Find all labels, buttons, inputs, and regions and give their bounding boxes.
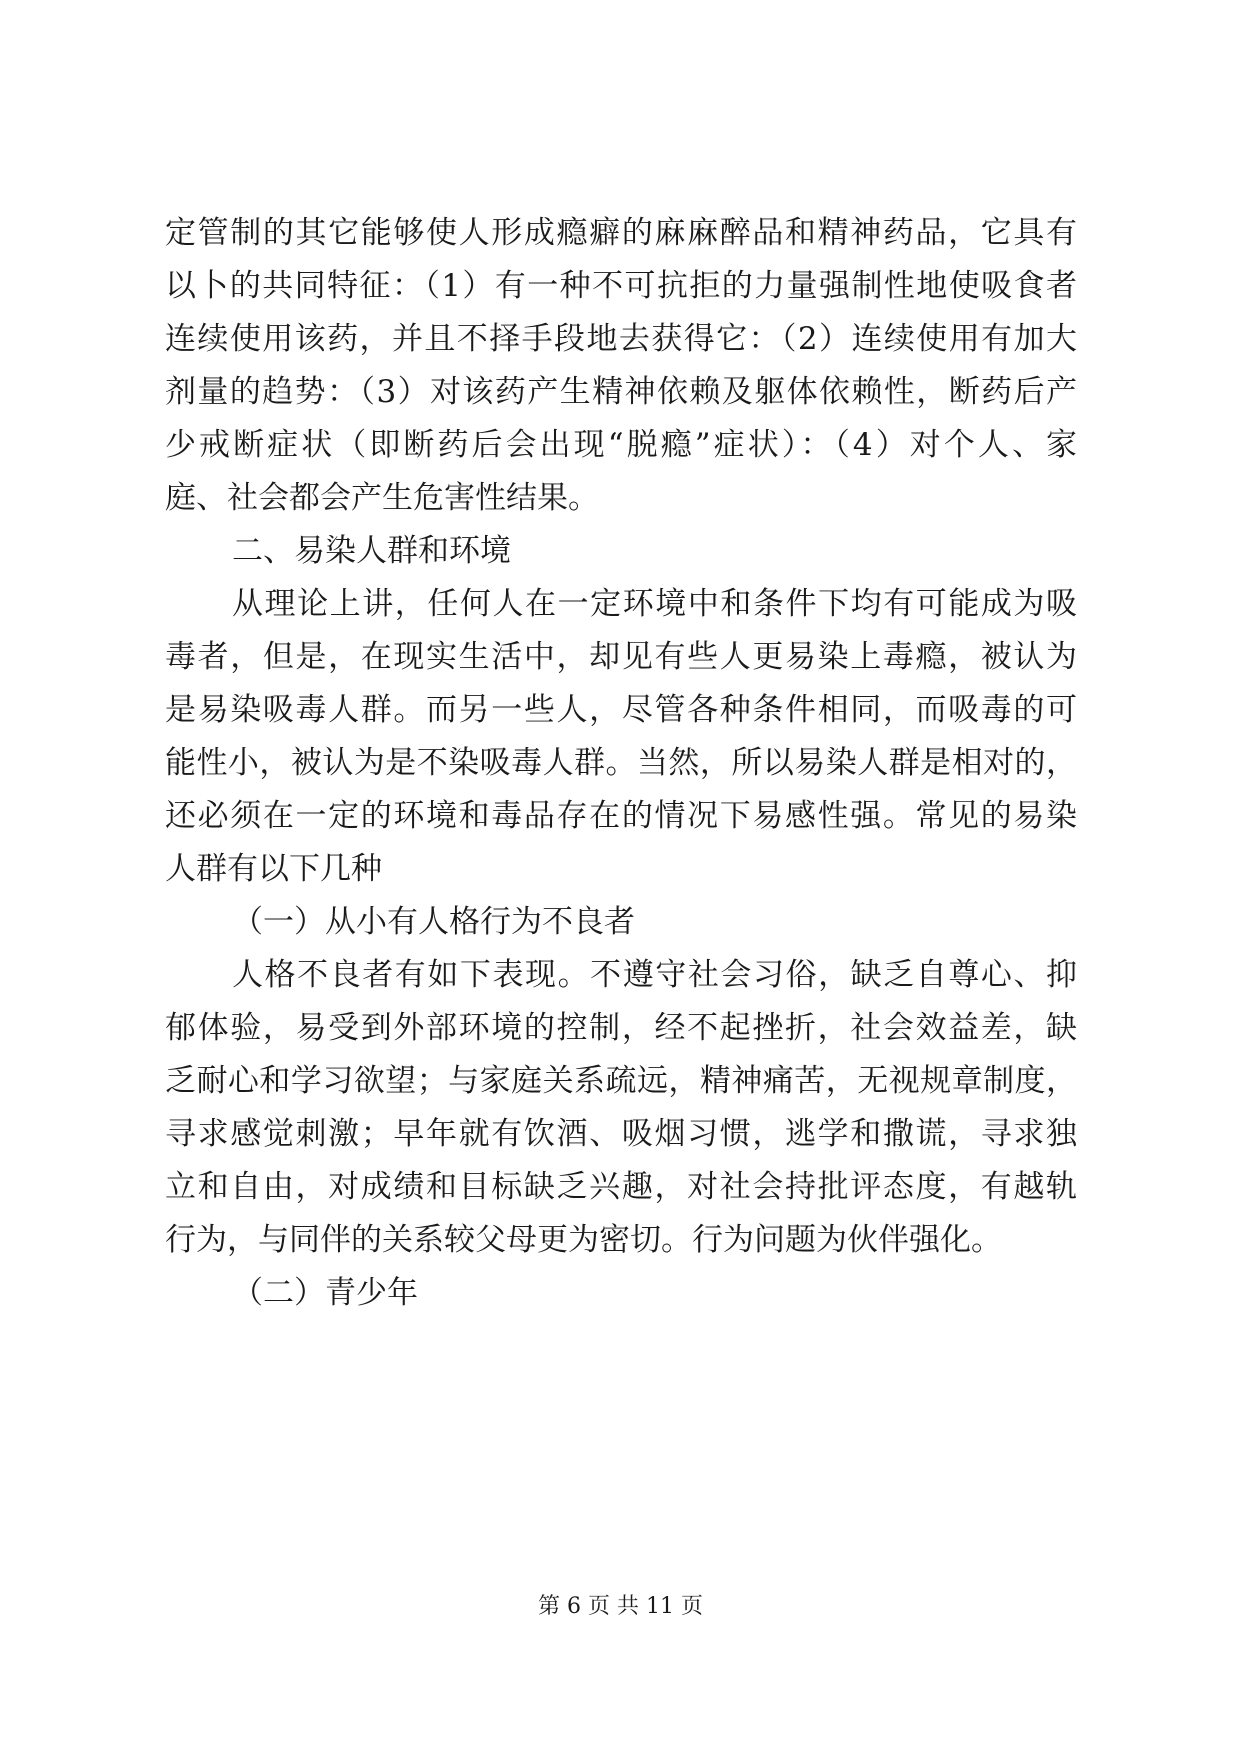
body-line-5: 少戒断症状（即断药后会出现“脱瘾”症状）：（4）对个人、家 — [165, 427, 1077, 463]
body-line-9: 毒者，但是，在现实生活中，却见有些人更易染上毒瘾，被认为 — [165, 639, 1077, 675]
body-line-1: 定管制的其它能够使人形成瘾癖的麻麻醉品和精神药品，它具有 — [165, 215, 1077, 251]
section-heading-2: 二、易染人群和环境 — [232, 533, 511, 569]
body-line-11: 能性小，被认为是不染吸毒人群。当然，所以易染人群是相对的， — [165, 745, 1077, 781]
body-line-18: 寻求感觉刺激；早年就有饮酒、吸烟习惯，逃学和撒谎，寻求独 — [165, 1116, 1077, 1152]
subsection-heading-1: （一）从小有人格行为不良者 — [232, 904, 635, 940]
body-line-8: 从理论上讲，任何人在一定环境中和条件下均有可能成为吸 — [232, 586, 1077, 622]
page-footer: 第 6 页 共 11 页 — [538, 1594, 703, 1619]
body-line-16: 郁体验，易受到外部环境的控制，经不起挫折，社会效益差，缺 — [165, 1010, 1077, 1046]
body-line-4: 剂量的趋势：（3）对该药产生精神依赖及躯体依赖性，断药后产 — [165, 374, 1077, 410]
body-line-15: 人格不良者有如下表现。不遵守社会习俗，缺乏自尊心、抑 — [232, 957, 1077, 993]
body-line-20: 行为，与同伴的关系较父母更为密切。行为问题为伙伴强化。 — [165, 1222, 1002, 1258]
body-line-17: 乏耐心和学习欲望；与家庭关系疏远，精神痛苦，无视规章制度， — [165, 1063, 1077, 1099]
body-line-3: 连续使用该药，并且不择手段地去获得它：（2）连续使用有加大 — [165, 321, 1077, 357]
body-line-2: 以卜的共同特征：（1）有一种不可抗拒的力量强制性地使吸食者 — [165, 268, 1077, 304]
body-line-13: 人群有以下几种 — [165, 851, 382, 887]
body-line-10: 是易染吸毒人群。而另一些人，尽管各种条件相同，而吸毒的可 — [165, 692, 1077, 728]
body-line-19: 立和自由，对成绩和目标缺乏兴趣，对社会持批评态度，有越轨 — [165, 1169, 1077, 1205]
subsection-heading-2: （二）青少年 — [232, 1275, 418, 1311]
body-line-12: 还必须在一定的环境和毒品存在的情况下易感性强。常见的易染 — [165, 798, 1077, 834]
body-line-6: 庭、社会都会产生危害性结果。 — [165, 480, 599, 516]
